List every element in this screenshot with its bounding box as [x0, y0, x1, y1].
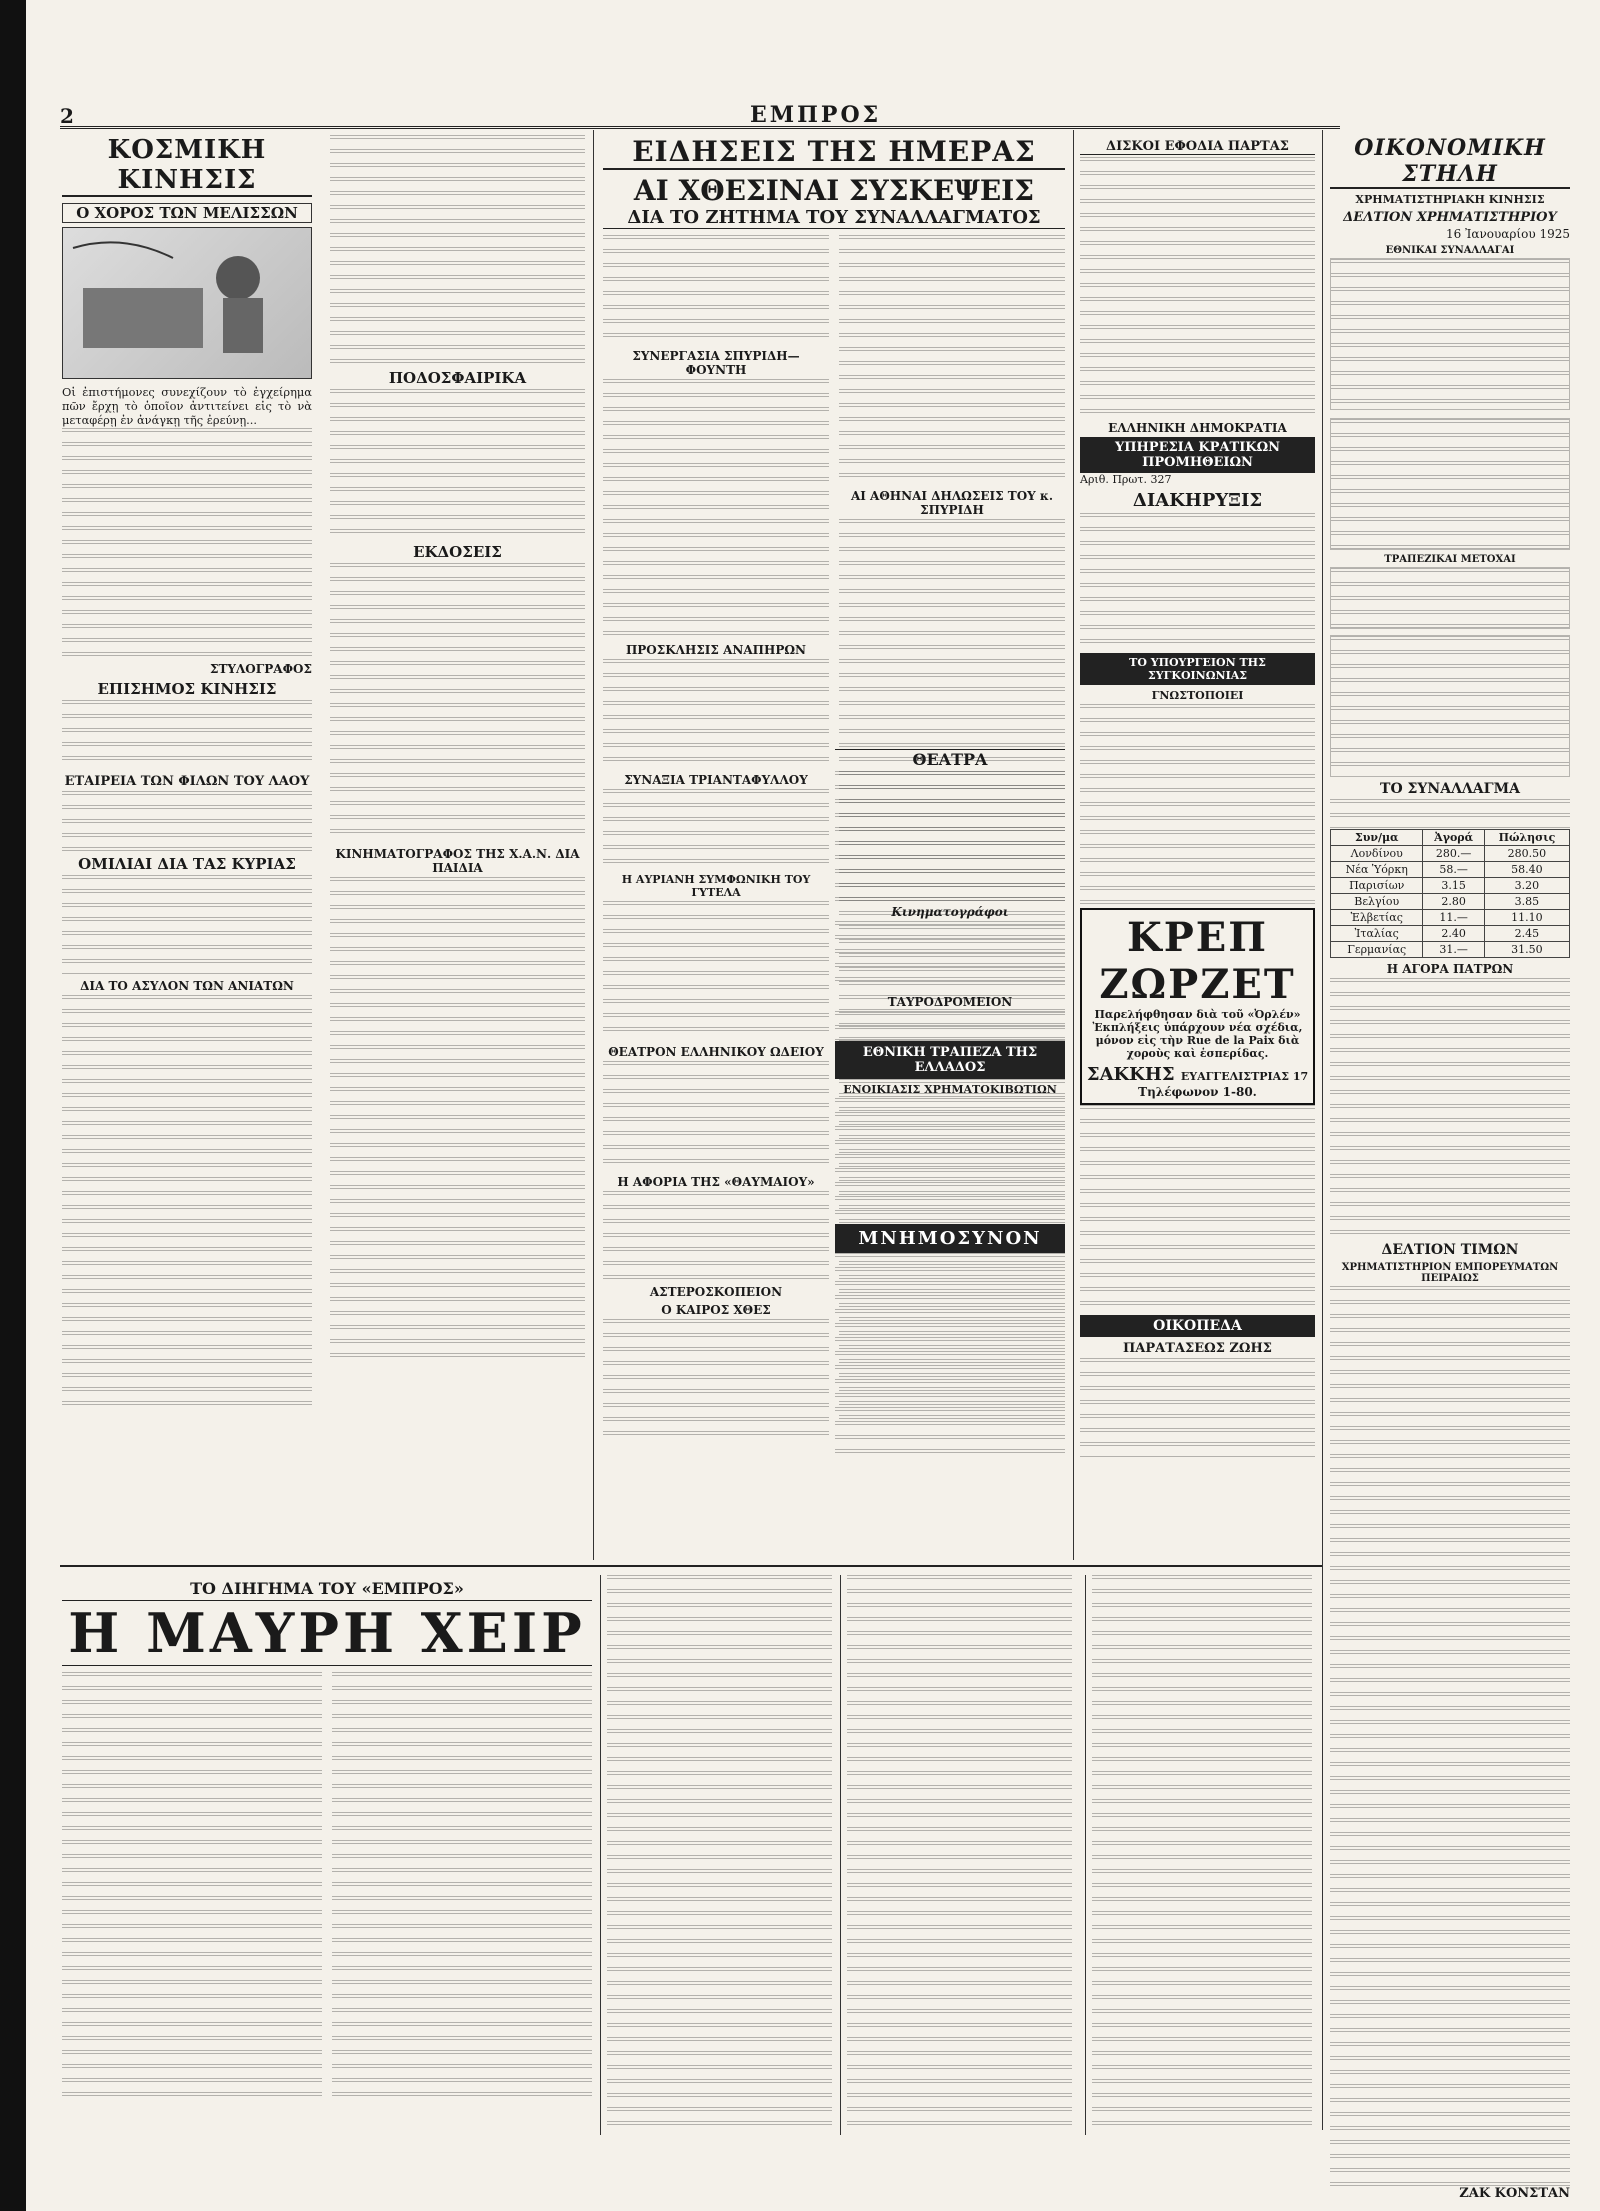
table-row [1331, 878, 1570, 894]
memorial-title: ΜΝΗΜΟΣΥΝΟΝ [858, 1228, 1042, 1249]
republic-title: ΕΛΛΗΝΙΚΗ ΔΗΜΟΚΡΑΤΙΑ [1108, 421, 1287, 435]
paper-name: ΕΜΠΡΟΣ [750, 102, 882, 128]
notice-title: ΔΙΑΚΗΡΥΞΙΣ [1132, 490, 1263, 511]
fx-sell: 280.50 [1484, 846, 1569, 862]
sub-patras: Η ΑΓΟΡΑ ΠΑΤΡΩΝ [1386, 962, 1514, 976]
sub-football: ΠΟΔΟΣΦΑΙΡΙΚΑ [388, 369, 527, 387]
table-title: ΕΘΝΙΚΑΙ ΣΥΝΑΛΛΑΓΑΙ [1385, 245, 1515, 256]
sub-theatres: ΘΕΑΤΡΑ [835, 749, 1065, 769]
story-kicker: ΤΟ ΔΙΗΓΗΜΑ ΤΟΥ «ΕΜΠΡΟΣ» [190, 1579, 464, 1598]
sub-lectures: ΟΜΙΛΙΑΙ ΔΙΑ ΤΑΣ ΚΥΡΙΑΣ [78, 854, 296, 873]
sub-symphony: Η ΑΥΡΙΑΝΗ ΣΥΜΦΩΝΙΚΗ ΤΟΥ ΓΥΤΕΛΑ [621, 873, 811, 899]
fx-sell: 58.40 [1484, 862, 1569, 878]
sub-discs: ΔΙΣΚΟΙ ΕΦΟΔΙΑ ΠΑΡΤΑΣ [1080, 139, 1315, 155]
fx-currency: Γερμανίας [1331, 942, 1423, 958]
fx-header: Ἀγορά [1423, 830, 1484, 846]
sub-aforia: Η ΑΦΟΡΙΑ ΤΗΣ «ΘΑΥΜΑΙΟΥ» [617, 1175, 815, 1189]
sub-invalids: ΠΡΟΣΚΛΗΣΙΣ ΑΝΑΠΗΡΩΝ [625, 643, 807, 657]
sub-gathering: ΣΥΝΑΞΙΑ ΤΡΙΑΝΤΑΦΥΛΛΟΥ [624, 773, 808, 787]
bulletin-title: ΔΕΛΤΙΟΝ ΧΡΗΜΑΤΙΣΤΗΡΙΟΥ [1343, 210, 1557, 225]
bank-sub: ΕΝΟΙΚΙΑΣΙΣ ΧΡΗΜΑΤΟΚΙΒΩΤΙΩΝ [843, 1083, 1057, 1096]
fx-buy: 2.80 [1423, 894, 1484, 910]
sub-official: ΕΠΙΣΗΜΟΣ ΚΙΝΗΣΙΣ [97, 679, 277, 698]
column-social [62, 135, 312, 1555]
subheadline: ΔΙΑ ΤΟ ΖΗΤΗΜΑ ΤΟΥ ΣΥΝΑΛΛΑΓΜΑΤΟΣ [603, 207, 1065, 229]
fx-sell: 2.45 [1484, 926, 1569, 942]
house-title: ΟΙΚΟΠΕΔΑ [1153, 1318, 1242, 1334]
story-section [62, 1575, 1317, 2135]
section-title: ΚΟΣΜΙΚΗ ΚΙΝΗΣΙΣ [62, 135, 312, 197]
table-row [1331, 862, 1570, 878]
ministry-sub: ΓΝΩΣΤΟΠΟΙΕΙ [1151, 689, 1244, 702]
fx-currency: Παρισίων [1331, 878, 1423, 894]
fx-table [1330, 829, 1570, 958]
column-notices [1080, 135, 1315, 1555]
article-title: Ο ΧΟΡΟΣ ΤΩΝ ΜΕΛΙΣΣΩΝ [62, 203, 312, 223]
sub-piraeus: ΧΡΗΜΑΤΙΣΤΗΡΙΟΝ ΕΜΠΟΡΕΥΜΑΤΩΝ ΠΕΙΡΑΙΩΣ [1341, 1262, 1559, 1284]
sub-fx: ΤΟ ΣΥΝΑΛΛΑΓΜΑ [1380, 781, 1520, 797]
house-sub: ΠΑΡΑΤΑΣΕΩΣ ΖΩΗΣ [1123, 1341, 1272, 1356]
fx-header: Πώλησις [1484, 830, 1569, 846]
sub-society: ΕΤΑΙΡΕΙΑ ΤΩΝ ΦΙΛΩΝ ΤΟΥ ΛΑΟΥ [64, 773, 310, 789]
sub-prices: ΔΕΛΤΙΟΝ ΤΙΜΩΝ [1381, 1242, 1519, 1258]
story-author: ΖΑΚ ΚΟΝΣΤΑΝ [1459, 2186, 1570, 2201]
fx-sell: 3.20 [1484, 878, 1569, 894]
fx-sell: 31.50 [1484, 942, 1569, 958]
table-row [1331, 942, 1570, 958]
fx-header: Συν/μα [1331, 830, 1423, 846]
scan-edge [0, 0, 26, 2211]
section-title: ΟΙΚΟΝΟΜΙΚΗ ΣΤΗΛΗ [1330, 135, 1570, 189]
sub-cinema: ΚΙΝΗΜΑΤΟΓΡΑΦΟΣ ΤΗΣ Χ.Α.Ν. ΔΙΑ ΠΑΙΔΙΑ [335, 847, 580, 875]
headline: ΑΙ ΧΘΕΣΙΝΑΙ ΣΥΣΚΕΨΕΙΣ [633, 174, 1035, 207]
fx-currency: Λονδίνου [1331, 846, 1423, 862]
page-number: 2 [60, 104, 74, 128]
fx-currency: Ἰταλίας [1331, 926, 1423, 942]
fx-currency: Βελγίου [1331, 894, 1423, 910]
sub-publications: ΕΚΔΟΣΕΙΣ [413, 543, 502, 561]
fx-currency: Ἑλβετίας [1331, 910, 1423, 926]
column-theatres [835, 745, 1065, 1555]
sub-cinemas: Κινηματογράφοι [891, 905, 1009, 919]
article-lead: Οἱ ἐπιστήμονες συνεχίζουν τὸ ἐγχείρημα πῶν ἔρχῃ τὸ ὁποῖον ἀντιτείνει εἰς τὸ νὰ μεταφέρῃ ἐν ἀνάγκῃ τῆς ἐρεύνῃ... [62, 385, 312, 428]
fx-buy: 3.15 [1423, 878, 1484, 894]
table-row [1331, 894, 1570, 910]
sub-observatory: ΑΣΤΕΡΟΣΚΟΠΕΙΟΝ [649, 1285, 783, 1299]
fx-buy: 2.40 [1423, 926, 1484, 942]
fx-buy: 11.— [1423, 910, 1484, 926]
sub-cooperation: ΣΥΝΕΡΓΑΣΙΑ ΣΠΥΡΙΔΗ—ΦΟΥΝΤΗ [632, 349, 800, 377]
bees-illustration [62, 227, 312, 379]
ad-title: ΚΡΕΠ ΖΩΡΖΕΤ [1099, 914, 1296, 1008]
column-finance [1330, 135, 1570, 2201]
sub-bank-shares: ΤΡΑΠΕΖΙΚΑΙ ΜΕΤΟΧΑΙ [1384, 554, 1516, 565]
story-title: Η ΜΑΥΡΗ ΧΕΙΡ [62, 1600, 592, 1666]
table-row [1331, 846, 1570, 862]
sub-statements: ΑΙ ΑΘΗΝΑΙ ΔΗΛΩΣΕΙΣ ΤΟΥ κ. ΣΠΥΡΙΔΗ [850, 489, 1054, 517]
fx-buy: 31.— [1423, 942, 1484, 958]
ad-phone: Τηλέφωνον 1-80. [1138, 1085, 1257, 1099]
signature: ΣΤΥΛΟΓΡΑΦΟΣ [210, 661, 312, 676]
table-row [1331, 926, 1570, 942]
fx-buy: 58.— [1423, 862, 1484, 878]
sub-theatre: ΘΕΑΤΡΟΝ ΕΛΛΗΝΙΚΟΥ ΩΔΕΙΟΥ [608, 1045, 824, 1059]
sub-asylum: ΔΙΑ ΤΟ ΑΣΥΛΟΝ ΤΩΝ ΑΝΙΑΤΩΝ [80, 978, 294, 993]
ad-brand: ΣΑΚΚΗΣ [1086, 1064, 1175, 1085]
ministry-title: ΤΟ ΥΠΟΥΡΓΕΙΟΝ ΤΗΣ ΣΥΓΚΟΙΝΩΝΙΑΣ [1129, 656, 1266, 682]
fx-buy: 280.— [1423, 846, 1484, 862]
reference-number: Αριθ. Πρωτ. 327 [1080, 473, 1172, 486]
masthead [60, 104, 1340, 129]
column-social-cont [330, 135, 585, 1555]
weather-title: Ο ΚΑΙΡΟΣ ΧΘΕΣ [661, 1303, 771, 1317]
sub-bullring: ΤΑΥΡΟΔΡΟΜΕΙΟΝ [887, 995, 1013, 1009]
fx-currency: Νέα Ὑόρκη [1331, 862, 1423, 878]
ad-text: Παρελήφθησαν διὰ τοῦ «Ὀρλέν» Ἐκπλήξεις ὑπάρχουν νέα σχέδια, μόνον εἰς τὴν Rue de la Paix διὰ χοροὺς καὶ ἑσπερίδας. [1092, 1008, 1303, 1060]
fx-sell: 3.85 [1484, 894, 1569, 910]
table-row [1331, 910, 1570, 926]
bank-title: ΕΘΝΙΚΗ ΤΡΑΠΕΖΑ ΤΗΣ ΕΛΛΑΔΟΣ [862, 1045, 1038, 1075]
section-title: ΕΙΔΗΣΕΙΣ ΤΗΣ ΗΜΕΡΑΣ [603, 135, 1065, 170]
crepe-ad [1080, 908, 1315, 1105]
sub-exchange: ΧΡΗΜΑΤΙΣΤΗΡΙΑΚΗ ΚΙΝΗΣΙΣ [1355, 193, 1545, 206]
service-title: ΥΠΗΡΕΣΙΑ ΚΡΑΤΙΚΩΝ ΠΡΟΜΗΘΕΙΩΝ [1114, 440, 1281, 470]
fx-sell: 11.10 [1484, 910, 1569, 926]
bulletin-date: 16 Ἰανουαρίου 1925 [1446, 227, 1570, 241]
ad-address: ΕΥΑΓΓΕΛΙΣΤΡΙΑΣ 17 [1180, 1070, 1309, 1083]
